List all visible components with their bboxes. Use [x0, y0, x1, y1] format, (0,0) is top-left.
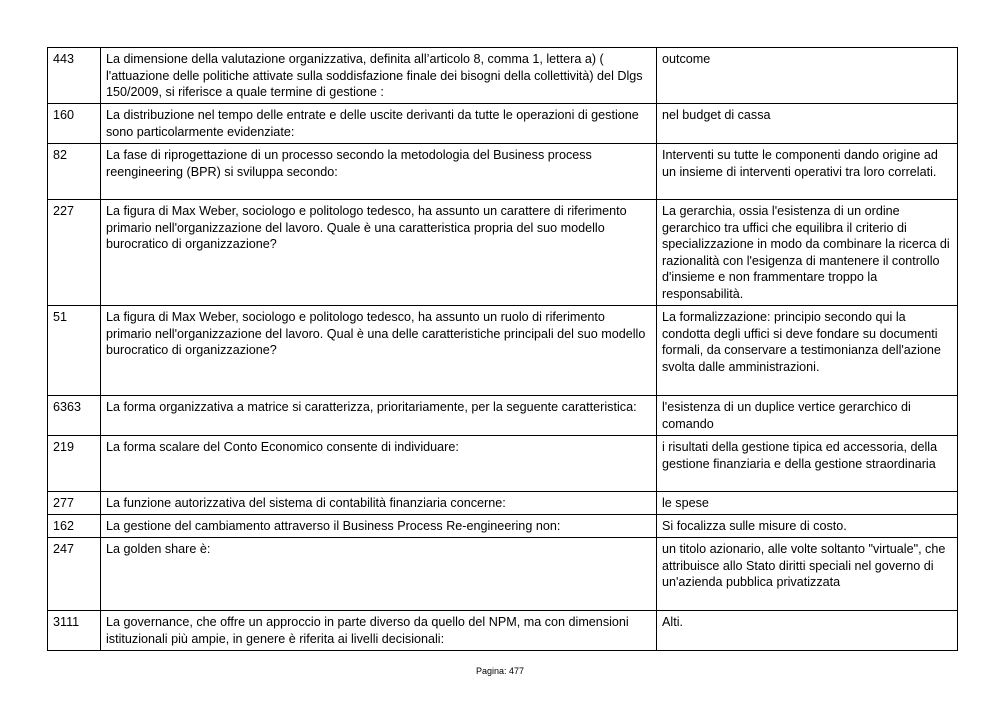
row-question: La figura di Max Weber, sociologo e politologo tedesco, ha assunto un ruolo di riferimento primario nell'organizzazione del lavoro. Qual è una delle caratteristiche principali del suo modello burocratico di organizzazione? [101, 306, 657, 396]
row-answer: La formalizzazione: principio secondo qui la condotta degli uffici si deve fondare su documenti formali, da conservare a testimonianza dell'azione svolta dalle amministrazioni. [657, 306, 958, 396]
row-question: La forma scalare del Conto Economico consente di individuare: [101, 436, 657, 492]
row-answer: un titolo azionario, alle volte soltanto "virtuale", che attribuisce allo Stato diritti speciali nel governo di un'azienda pubblica privatizzata [657, 538, 958, 611]
row-question: La figura di Max Weber, sociologo e politologo tedesco, ha assunto un carattere di riferimento primario nell'organizzazione del lavoro. Quale è una caratteristica propria del suo modello burocratico di organizzazione? [101, 200, 657, 306]
table-row [48, 538, 958, 611]
page-number: Pagina: 477 [475, 666, 525, 676]
row-question: La distribuzione nel tempo delle entrate e delle uscite derivanti da tutte le operazioni di gestione sono particolarmente evidenziate: [101, 104, 657, 144]
qa-table [47, 47, 958, 651]
row-question: La governance, che offre un approccio in parte diverso da quello del NPM, ma con dimensioni istituzionali più ampie, in genere è riferita ai livelli decisionali: [101, 611, 657, 651]
row-id: 443 [48, 48, 101, 104]
table-row [48, 144, 958, 200]
table-row [48, 104, 958, 144]
row-id: 227 [48, 200, 101, 306]
row-id: 51 [48, 306, 101, 396]
row-id: 82 [48, 144, 101, 200]
row-question: La fase di riprogettazione di un processo secondo la metodologia del Business process reengineering (BPR) si sviluppa secondo: [101, 144, 657, 200]
row-answer: Interventi su tutte le componenti dando origine ad un insieme di interventi operativi tra loro correlati. [657, 144, 958, 200]
row-question: La golden share è: [101, 538, 657, 611]
row-answer: La gerarchia, ossia l'esistenza di un ordine gerarchico tra uffici che equilibra il criterio di specializzazione in modo da combinare la ricerca di razionalità con l'esigenza di mantenere il controllo d'insieme e non frammentare troppo la responsabilità. [657, 200, 958, 306]
row-answer: nel budget di cassa [657, 104, 958, 144]
row-answer: le spese [657, 492, 958, 515]
row-id: 3111 [48, 611, 101, 651]
row-answer: i risultati della gestione tipica ed accessoria, della gestione finanziaria e della gestione straordinaria [657, 436, 958, 492]
row-id: 6363 [48, 396, 101, 436]
row-id: 219 [48, 436, 101, 492]
row-id: 247 [48, 538, 101, 611]
row-question: La forma organizzativa a matrice si caratterizza, prioritariamente, per la seguente caratteristica: [101, 396, 657, 436]
row-id: 160 [48, 104, 101, 144]
table-row [48, 306, 958, 396]
row-question: La funzione autorizzativa del sistema di contabilità finanziaria concerne: [101, 492, 657, 515]
row-question: La gestione del cambiamento attraverso il Business Process Re-engineering non: [101, 515, 657, 538]
row-answer: Alti. [657, 611, 958, 651]
table-row [48, 492, 958, 515]
row-id: 162 [48, 515, 101, 538]
table-row [48, 611, 958, 651]
row-answer: Si focalizza sulle misure di costo. [657, 515, 958, 538]
row-answer: l'esistenza di un duplice vertice gerarchico di comando [657, 396, 958, 436]
row-id: 277 [48, 492, 101, 515]
table-row [48, 396, 958, 436]
table-row [48, 48, 958, 104]
row-question: La dimensione della valutazione organizzativa, definita all’articolo 8, comma 1, lettera a) ( l'attuazione delle politiche attivate sulla soddisfazione finale dei bisogni della collettività) del Dlgs 150/2009, si riferisce a quale termine di gestione : [101, 48, 657, 104]
table-row [48, 436, 958, 492]
table-row [48, 515, 958, 538]
row-answer: outcome [657, 48, 958, 104]
table-row [48, 200, 958, 306]
